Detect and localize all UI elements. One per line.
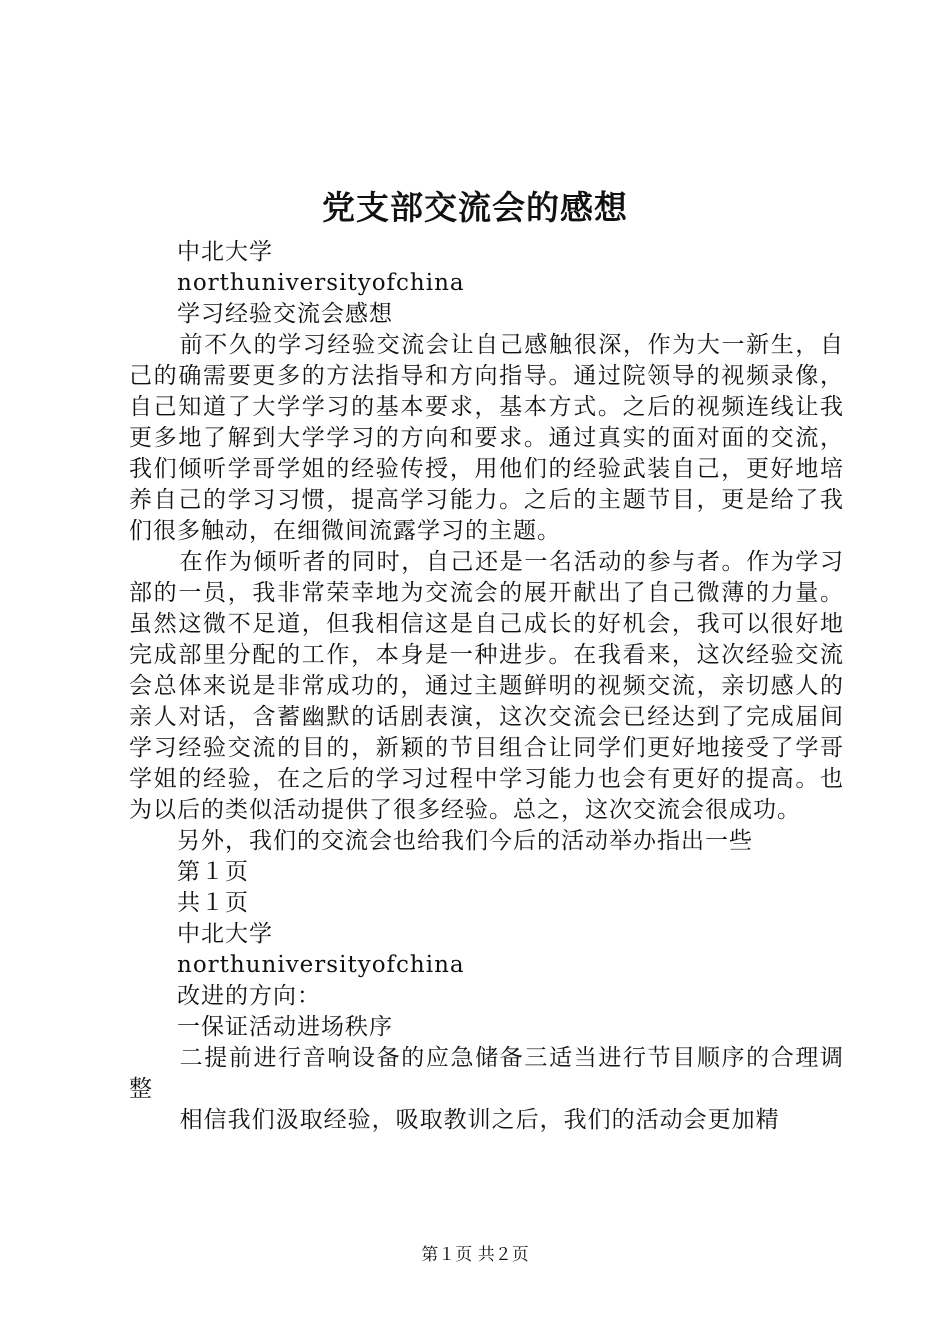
page-total-line: 共１页: [177, 890, 249, 916]
page-footer: 第１页 共２页: [421, 1245, 529, 1265]
body-paragraph: 前不久的学习经验交流会让自己感触很深，作为大一新生，自己的确需要更多的方法指导和方向指导。通过院领导的视频录像，自己知道了大学学习的基本要求，基本方式。之后的视频连线让我更多地了解到大学学习的方向和要求。通过真实的面对面的交流，我们倾听学哥学姐的经验传授，用他们的经验武装自己，更好地培养自己的学习习惯，提高学习能力。之后的主题节目，更是给了我们很多触动，在细微间流露学习的主题。: [129, 332, 844, 544]
body-paragraph: 相信我们汲取经验，吸取教训之后，我们的活动会更加精: [179, 1107, 780, 1133]
document-body: [129, 237, 844, 1136]
header-line-university: 中北大学: [177, 239, 273, 265]
body-line: 另外，我们的交流会也给我们今后的活动举办指出一些: [177, 828, 753, 854]
header-line-english-name: northuniversityofchina: [177, 952, 465, 978]
header-line-subtitle: 学习经验交流会感想: [177, 301, 393, 327]
document-title: 党支部交流会的感想: [322, 188, 628, 227]
body-line: 改进的方向：: [177, 983, 321, 1009]
body-paragraph: 在作为倾听者的同时，自己还是一名活动的参与者。作为学习部的一员，我非常荣幸地为交流会的展开献出了自己微薄的力量。虽然这微不足道，但我相信这是自己成长的好机会，我可以很好地完成部里分配的工作，本身是一种进步。在我看来，这次经验交流会总体来说是非常成功的，通过主题鲜明的视频交流，亲切感人的亲人对话，含蓄幽默的话剧表演，这次交流会已经达到了完成届间学习经验交流的目的，新颖的节目组合让同学们更好地接受了学哥学姐的经验，在之后的学习过程中学习能力也会有更好的提高。也为以后的类似活动提供了很多经验。总之，这次交流会很成功。: [129, 549, 844, 823]
body-line: 一保证活动进场秩序: [177, 1014, 393, 1040]
header-line-university: 中北大学: [177, 921, 273, 947]
body-paragraph: 二提前进行音响设备的应急储备三适当进行节目顺序的合理调整: [129, 1045, 844, 1102]
page-marker-line: 第１页: [177, 859, 249, 885]
header-line-english-name: northuniversityofchina: [177, 270, 465, 296]
